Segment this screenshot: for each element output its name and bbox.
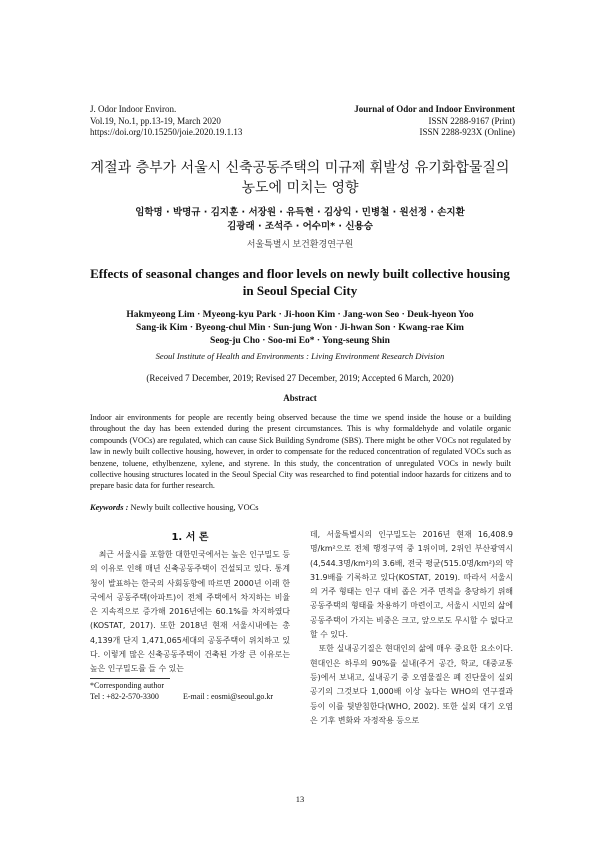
page-number: 13 [295, 794, 305, 804]
english-affiliation: Seoul Institute of Health and Environments : Living Environment Research Division [155, 351, 445, 361]
body-paragraph: 데, 서울특별시의 인구밀도는 2016년 현재 16,408.9명/km²으로 전체 행정구역 중 1위이며, 2위인 부산광역시(4,544.3명/km²)의 3.6배, 전국 평균(515.0명/km²)의 약 31.9배를 기록하고 있다(KOSTAT, 2019). 따라서 서울시의 거주 형태는 인구 대비 좁은 거주 면적을 충당하기 위해 공동주택의 형태를 차용하기 마련이고, 서울시 시민의 삶에 공동주택이 가지는 비중은 크고, 앞으로도 무시할 수 없다고 할 수 있다. [310, 530, 514, 640]
footnote-divider [90, 678, 170, 679]
footnote [90, 681, 164, 702]
author-email: E-mail : eosmi@seoul.go.kr [183, 692, 274, 701]
english-title-line: Effects of seasonal changes and floor levels on newly built collective housing [90, 266, 510, 281]
section-heading: 1. 서 론 [171, 532, 209, 543]
doi-link[interactable]: https://doi.org/10.15250/joie.2020.19.1.13 [90, 127, 243, 137]
journal-header-right [354, 104, 515, 139]
issn-print: ISSN 2288-9167 (Print) [428, 115, 515, 126]
journal-header-left [90, 104, 242, 139]
keywords-value: Newly built collective housing, VOCs [130, 503, 259, 512]
english-authors-line: Hakmyeong Lim · Myeong-kyu Park · Ji-hoon Kim · Jang-won Seo · Deuk-hyeon Yoo [126, 310, 474, 320]
korean-title-line: 계절과 층부가 서울시 신축공동주택의 미규제 휘발성 유기화합물질의 [90, 160, 510, 176]
journal-title: Journal of Odor and Indoor Environment [354, 104, 515, 114]
received-dates: (Received 7 December, 2019; Revised 27 December, 2019; Accepted 6 March, 2020) [146, 373, 454, 383]
abstract-text: Indoor air environments for people are recently being observed because the time we spend inside the house or a building throughout the day has been extended during the present circumstances. This is why formaldehyde and volatile organic compounds (VOCs) are regulated, which can cause Sick Building Syndrome (SBS). There might be other VOCs not regulated by law in newly built collective housing, however, in order to compensate for the reduced concentration of regulated VOCs such as benzene, toluene, ethylbenzene, xylene, and styrene. In this study, the concentration of unregulated VOCs in newly built collective housing structures located in the Seoul Special City was researched to find potential indoor hazards for citizens and to prepare basic data for further research. [90, 413, 511, 491]
english-authors-line: Seog-ju Cho · Soo-mi Eo* · Yong-seung Shin [210, 336, 390, 346]
korean-authors-line: 임학명 · 박명규 · 김지훈 · 서장원 · 유득현 · 김상익 · 민병철 · 원선정 · 손지환 [135, 207, 465, 218]
issn-online: ISSN 2288-923X (Online) [419, 127, 515, 137]
english-authors [60, 309, 540, 348]
journal-abbrev: J. Odor Indoor Environ. [90, 104, 177, 114]
keywords-label: Keywords : [90, 503, 129, 512]
korean-title-line: 농도에 미치는 영향 [241, 180, 359, 196]
english-authors-line: Sang-ik Kim · Byeong-chul Min · Sun-jung Won · Ji-hwan Son · Kwang-rae Kim [136, 323, 464, 333]
body-paragraph: 또한 실내공기질은 현대인의 삶에 매우 중요한 요소이다. 현대인은 하루의 90%를 실내(주거 공간, 학교, 대중교통 등)에서 보내고, 실내공기 중 오염물질은 폐 진단물이 실외공기의 그것보다 1,000배 이상 높다는 WHO의 연구결과 등이 이를 뒷받침한다(WHO, 2002). 또한 실외 대기 오염은 기후 변화와 자정작용 등으로 [310, 644, 513, 725]
korean-authors [60, 206, 540, 234]
body-column-left [90, 548, 290, 677]
author-tel: Tel : +82-2-570-3300 [90, 691, 159, 701]
volume-info: Vol.19, No.1, pp.13-19, March 2020 [90, 115, 221, 126]
english-title [60, 265, 540, 299]
korean-title [60, 158, 540, 198]
abstract-heading: Abstract [283, 393, 317, 403]
corresponding-author: *Corresponding author [90, 681, 164, 690]
body-column-right [310, 528, 513, 728]
korean-authors-line: 김광래 · 조석주 · 어수미* · 신용승 [227, 221, 373, 232]
korean-affiliation: 서울특별시 보건환경연구원 [246, 239, 354, 249]
english-title-line: in Seoul Special City [242, 283, 358, 298]
keywords [90, 503, 259, 512]
body-paragraph: 최근 서울시를 포함한 대한민국에서는 높은 인구밀도 등의 이유로 인해 매년 신축공동주택이 건설되고 있다. 통계청이 발표하는 한국의 사회동향에 따르면 2000년 이래 한국에서 공동주택(아파트)이 전체 주택에서 차지하는 비율은 지속적으로 증가해 2016년에는 60.1%를 차지하였다(KOSTAT, 2017). 또한 2018년 현재 서울시내에는 총 4,139개 단지 1,471,065세대의 공동주택이 위치하고 있다. 이렇게 많은 신축공동주택이 건축된 가장 큰 이유로는 높은 인구밀도를 들 수 있는 [90, 550, 290, 674]
